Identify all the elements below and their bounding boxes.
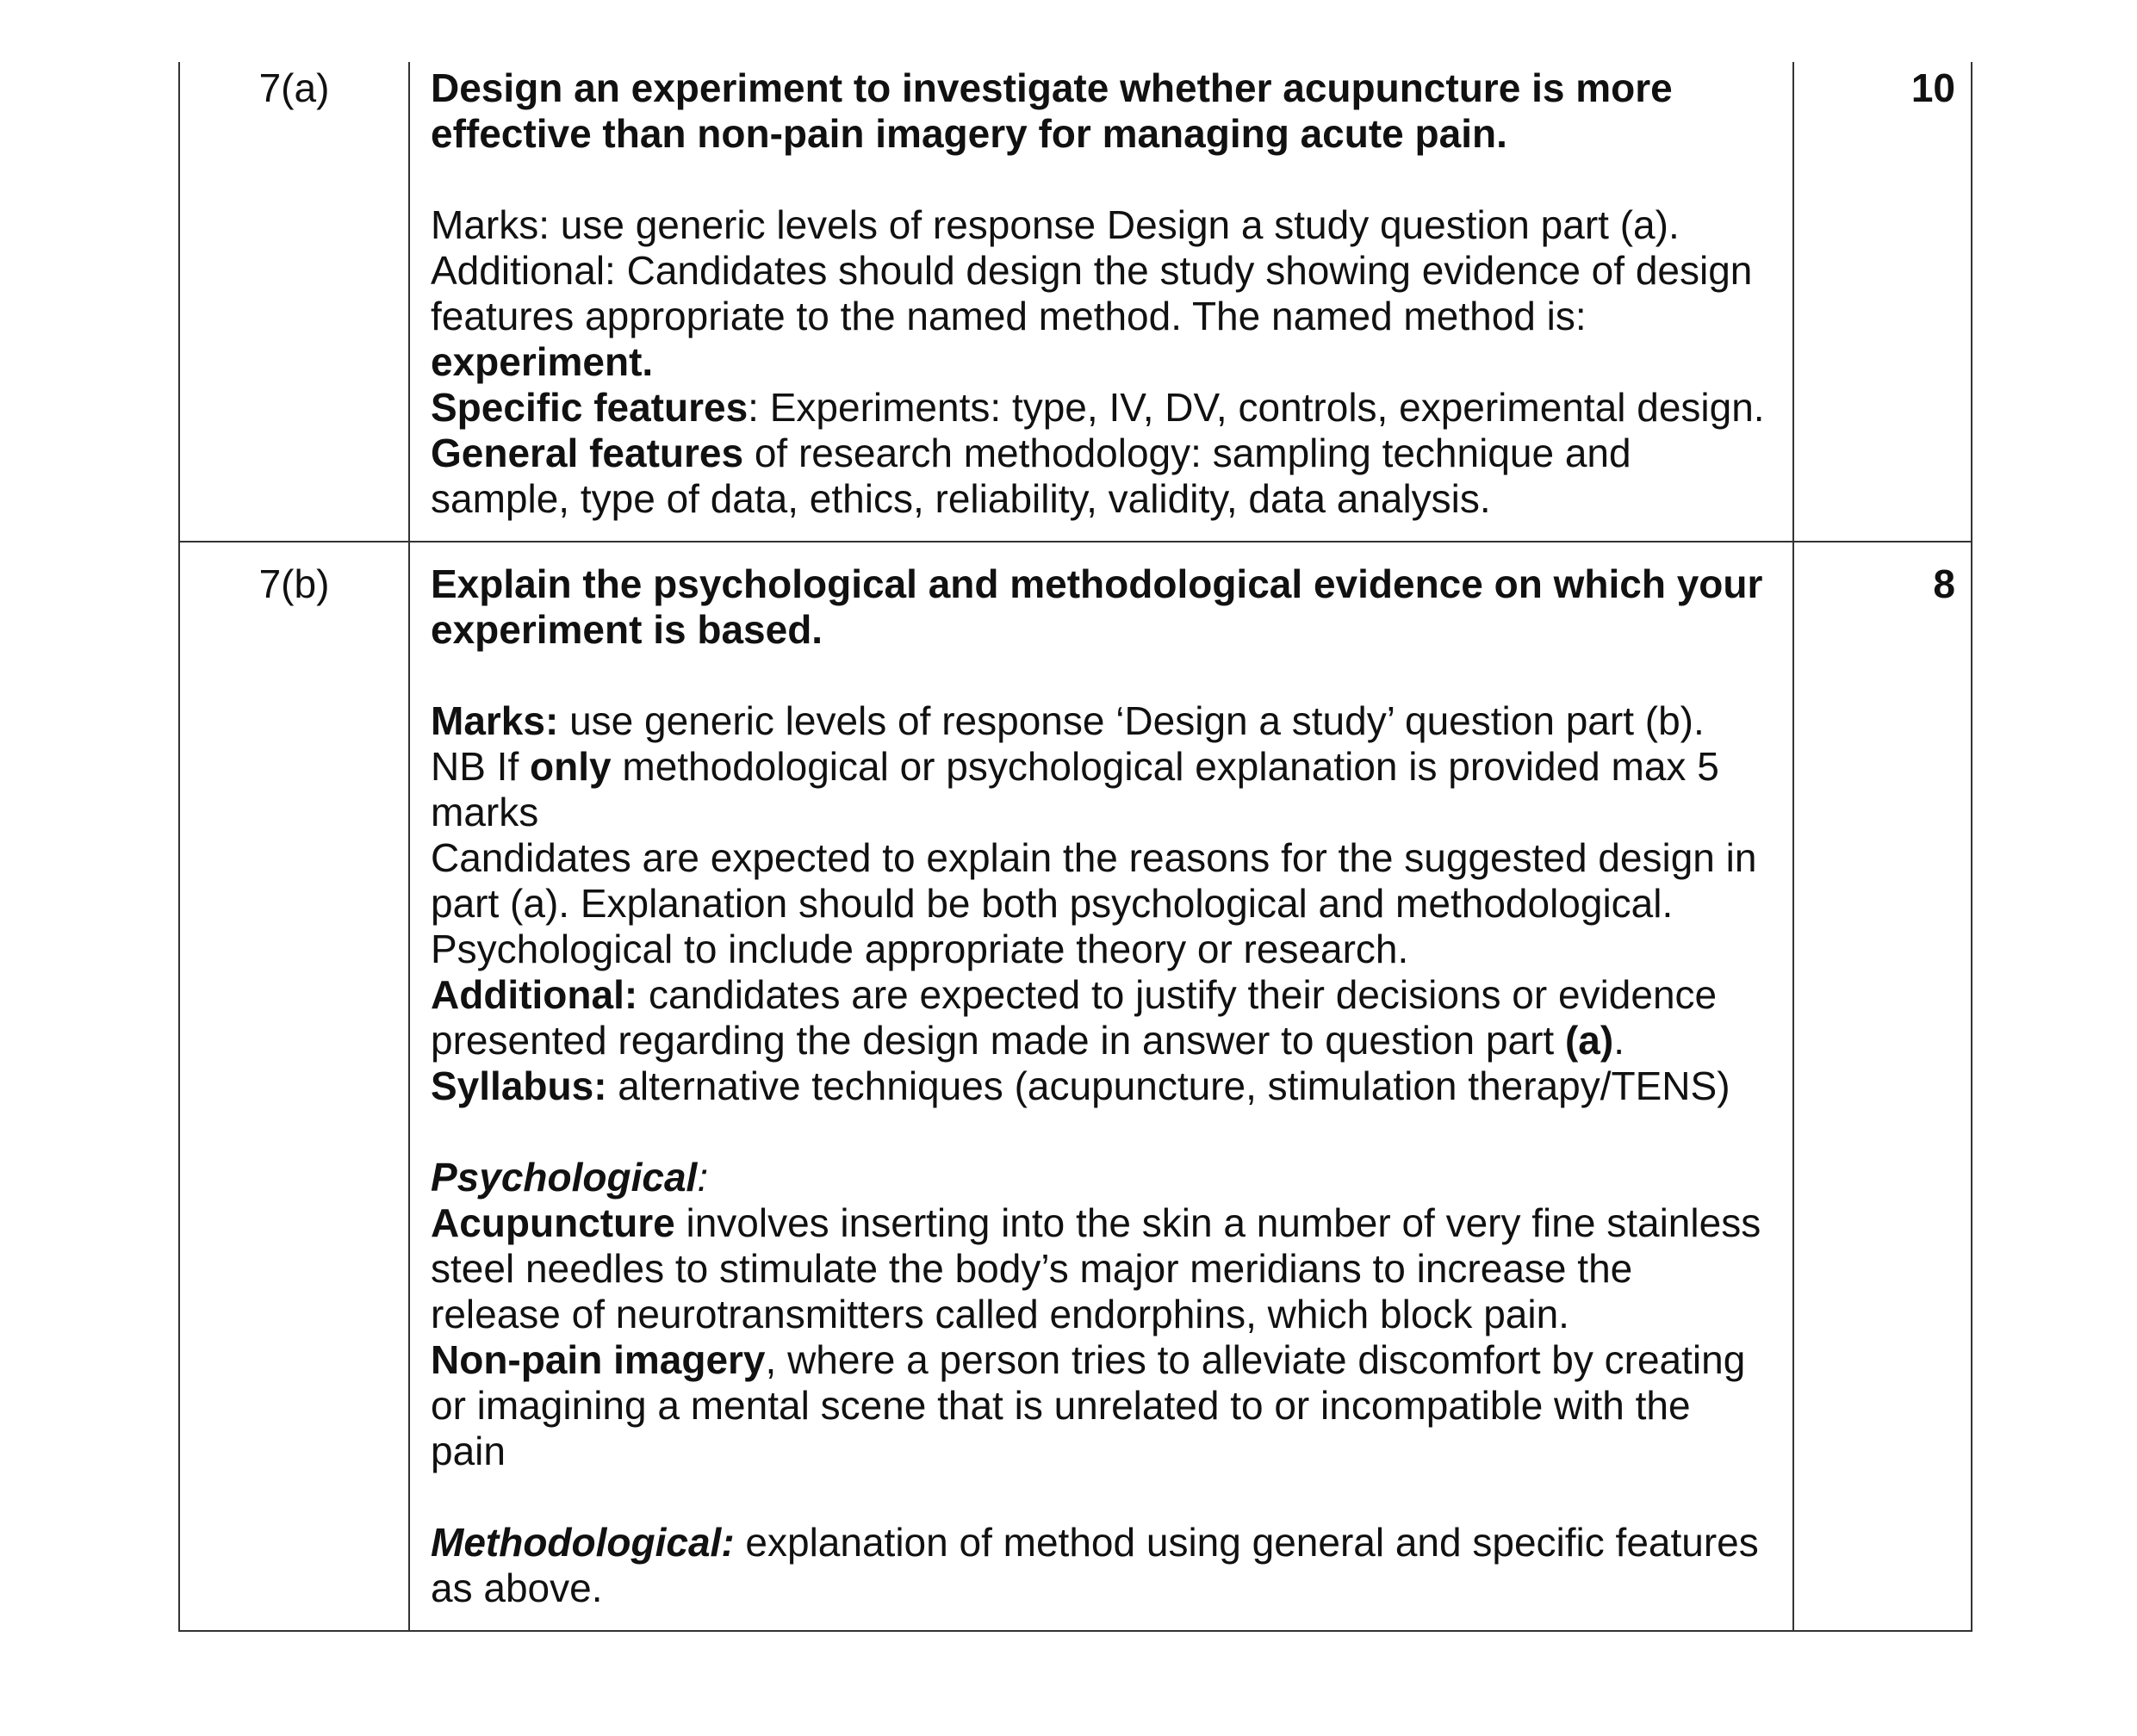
named-method: experiment. xyxy=(431,339,654,384)
question-number: 7(b) xyxy=(179,542,409,1631)
expected-text: Candidates are expected to explain the reasons for the suggested design in part (a). Explanation should be both psychological and methodological. Psychological to include appropriate theory or research. xyxy=(431,835,1757,971)
marks-value: 8 xyxy=(1793,542,1972,1631)
table-row xyxy=(179,542,1972,1631)
marks-text: use generic levels of response ‘Design a study’ question part (b). xyxy=(558,698,1705,743)
question-text: Design an experiment to investigate whether acupuncture is more effective than non-pain imagery for managing acute pain. xyxy=(431,65,1673,156)
additional-ref: (a) xyxy=(1564,1018,1614,1063)
additional-text: candidates are expected to justify their decisions or evidence presented regarding the design made in answer to question part xyxy=(431,972,1718,1063)
methodological-section xyxy=(431,1520,1768,1611)
answer-cell xyxy=(409,62,1793,542)
guidance-additional: Additional: Candidates should design the study showing evidence of design features appropriate to the named method. The named method is: xyxy=(431,248,1753,338)
psychological-section xyxy=(431,1155,1768,1474)
guidance-marks: Marks: use generic levels of response Design a study question part (a). xyxy=(431,202,1680,247)
specific-features-label: Specific features xyxy=(431,385,749,430)
guidance xyxy=(431,698,1768,1109)
additional-label: Additional: xyxy=(431,972,638,1017)
question-text: Explain the psychological and methodological evidence on which your experiment is based. xyxy=(431,561,1763,652)
additional-note xyxy=(431,972,1768,1063)
specific-features-text: : Experiments: type, IV, DV, controls, experimental design. xyxy=(748,385,1765,430)
syllabus-label: Syllabus: xyxy=(431,1063,607,1108)
guidance-marks xyxy=(431,698,1768,744)
nb-pre: NB If xyxy=(431,744,531,789)
table-row xyxy=(179,62,1972,542)
question-number: 7(a) xyxy=(179,62,409,542)
specific-features xyxy=(431,385,1768,431)
nb-post: methodological or psychological explanation is provided max 5 marks xyxy=(431,744,1719,834)
syllabus-text: alternative techniques (acupuncture, stimulation therapy/TENS) xyxy=(606,1063,1730,1108)
psychological-heading: Psychological: xyxy=(431,1155,709,1200)
general-features xyxy=(431,431,1768,522)
syllabus-note xyxy=(431,1063,1768,1109)
methodological-heading: Methodological: xyxy=(431,1520,735,1565)
non-pain-imagery-text: Non-pain imagery, where a person tries to alleviate discomfort by creating or imagining a mental scene that is unrelated to or incompatible with the pain xyxy=(431,1337,1746,1473)
additional-end: . xyxy=(1613,1018,1624,1063)
nb-only: only xyxy=(530,744,612,789)
acupuncture-text: Acupuncture involves inserting into the skin a number of very fine stainless steel needles to stimulate the body’s major meridians to increase the release of neurotransmitters called endorphins, which block pain. xyxy=(431,1200,1761,1336)
methodological-text: explanation of method using general and specific features as above. xyxy=(431,1520,1759,1610)
guidance xyxy=(431,202,1768,522)
answer-cell xyxy=(409,542,1793,1631)
marks-label: Marks: xyxy=(431,698,559,743)
mark-scheme-table xyxy=(178,62,1972,1632)
nb-note xyxy=(431,744,1768,835)
non-pain-imagery-label: Non-pain imagery xyxy=(431,1337,766,1382)
acupuncture-label: Acupuncture xyxy=(431,1200,675,1245)
general-features-label: General features xyxy=(431,431,744,475)
marks-value: 10 xyxy=(1793,62,1972,542)
general-features-text: of research methodology: sampling technique and sample, type of data, ethics, reliability, validity, data analysis. xyxy=(431,431,1631,521)
